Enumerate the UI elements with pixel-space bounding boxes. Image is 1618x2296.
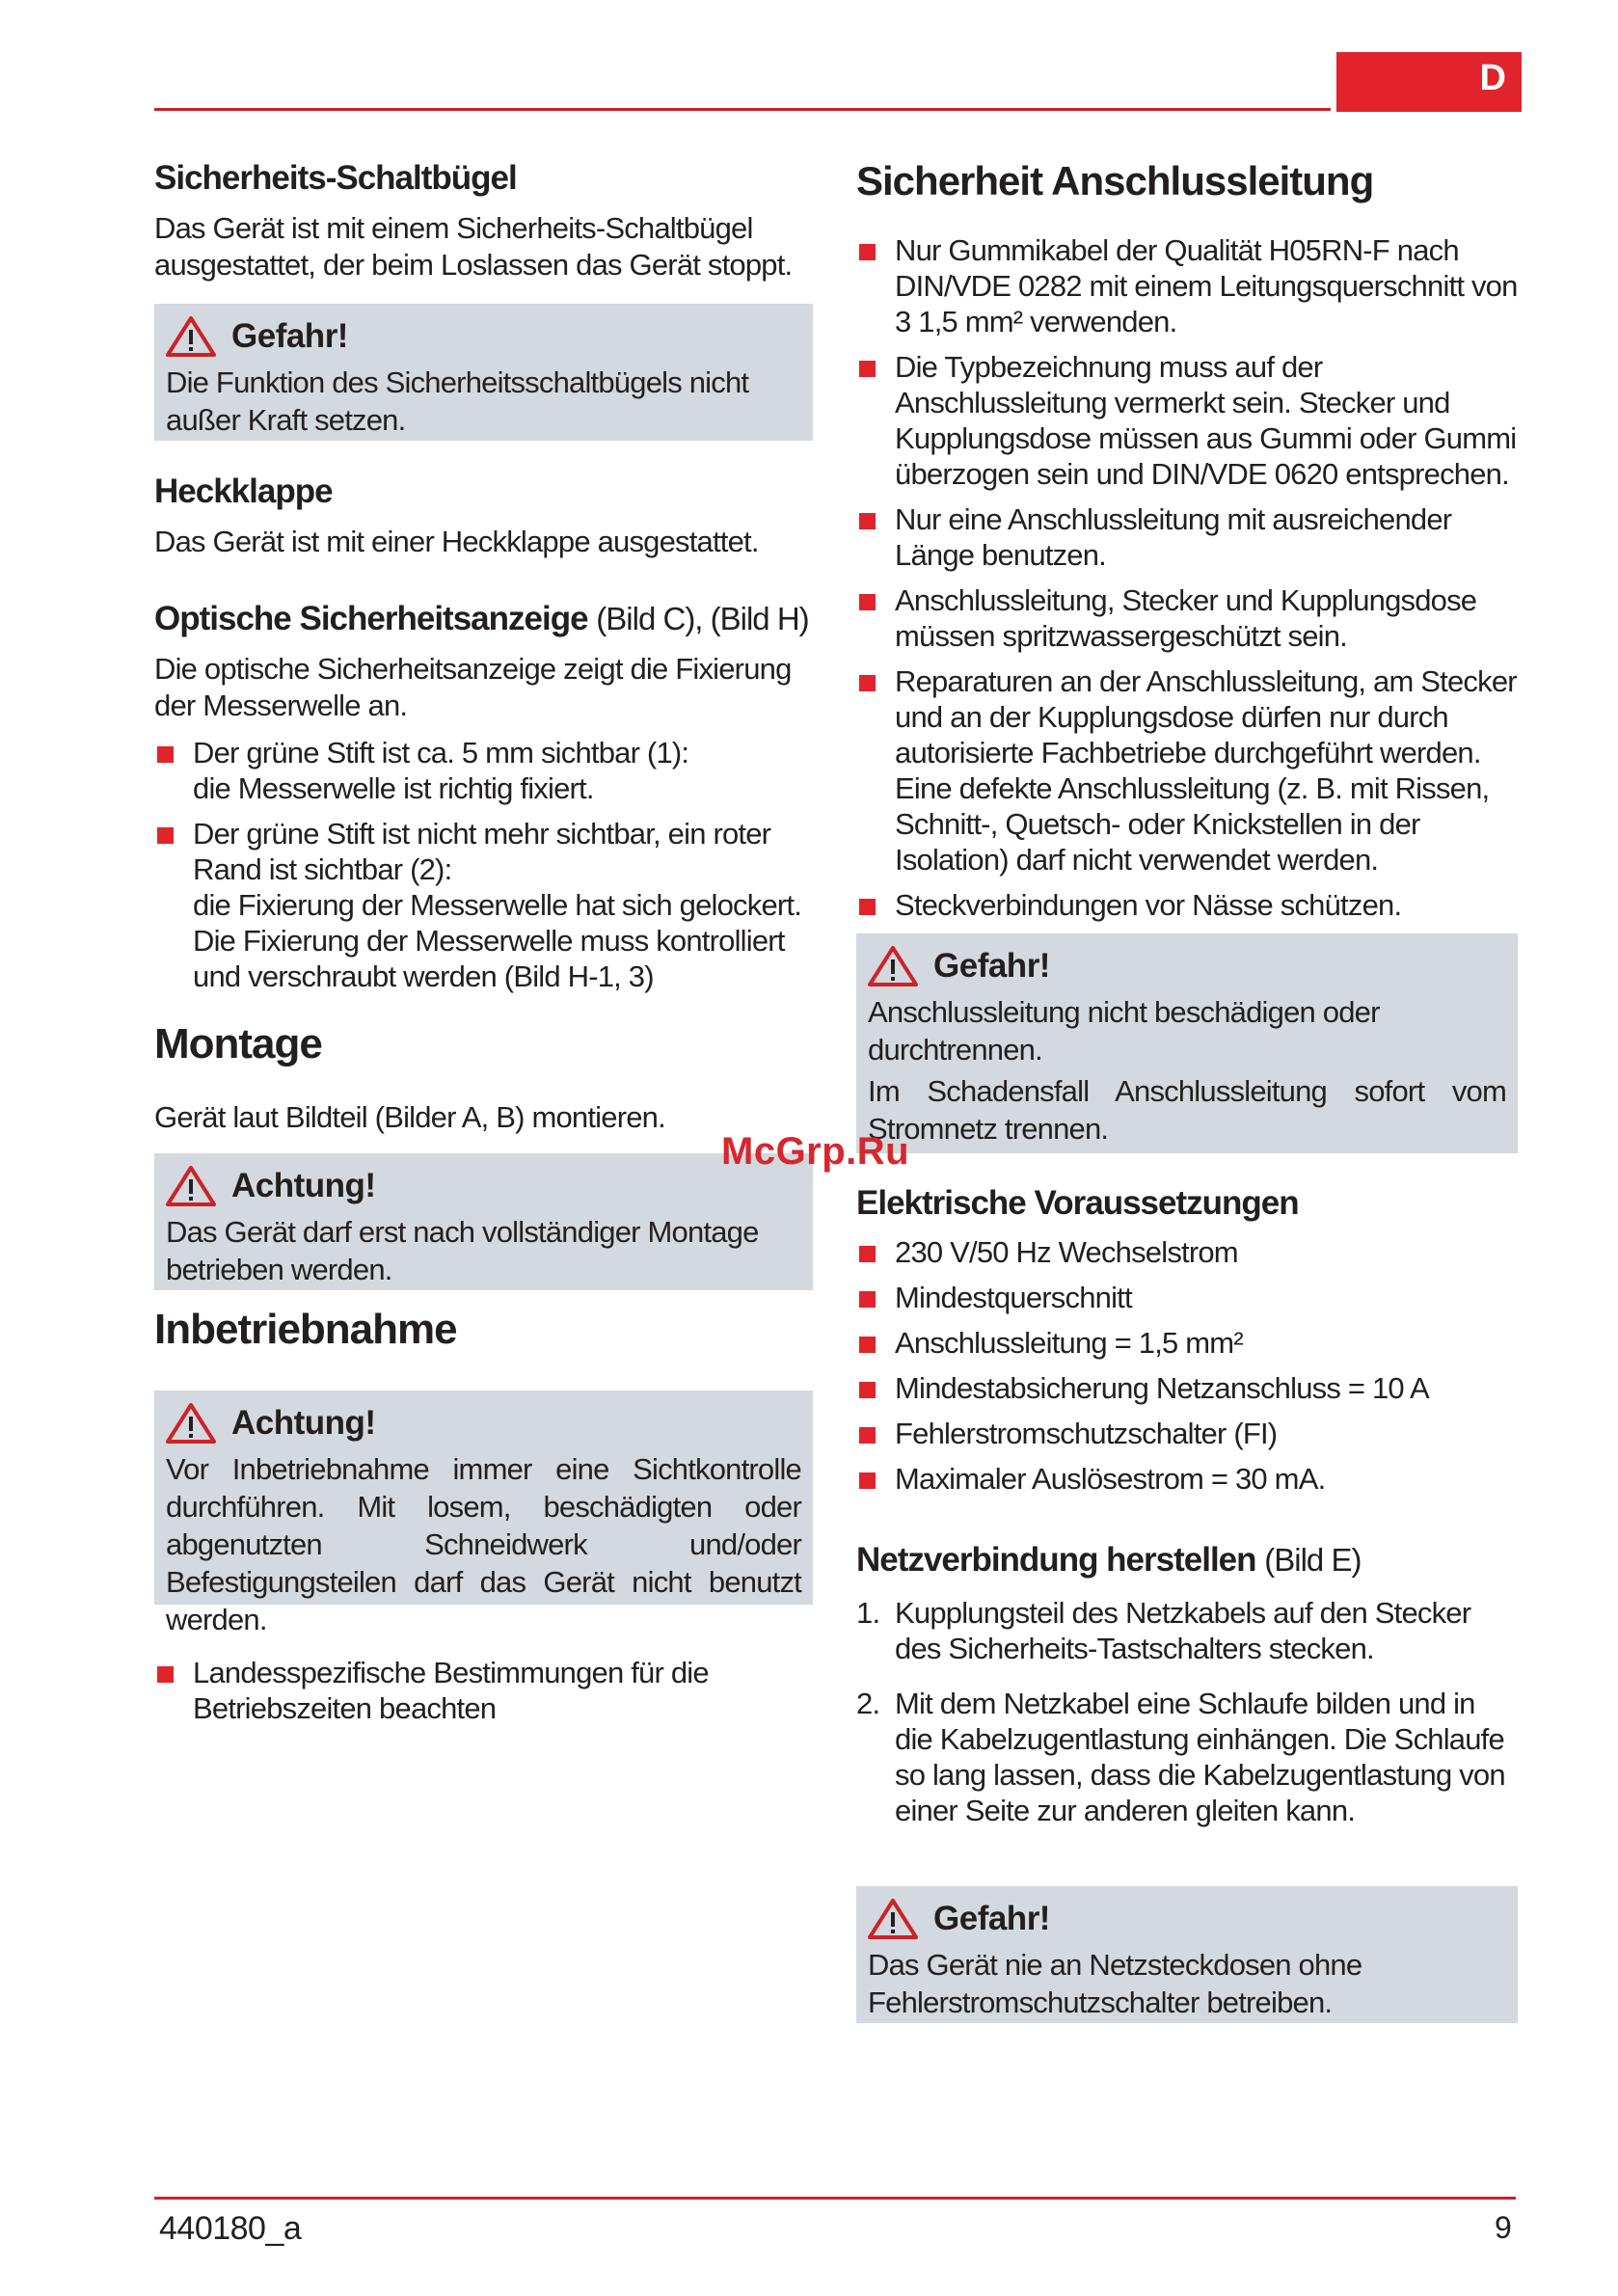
bullet-square-icon [859, 1382, 876, 1398]
bullet-square-icon [859, 244, 876, 260]
warning-box-montage [154, 1153, 813, 1290]
list-item: Mindestquerschnitt [856, 1280, 1518, 1315]
schaltbuegel-text: Das Gerät ist mit einem Sicherheits-Schaltbügel ausgestattet, der beim Loslassen das Gerät stoppt. [154, 211, 793, 282]
bullet-square-icon [859, 594, 876, 610]
warning-text-2: Im Schadensfall Anschlussleitung sofort vom Stromnetz trennen. [868, 1074, 1506, 1146]
list-item: Mindestabsicherung Netzanschluss = 10 A [856, 1370, 1518, 1406]
list-item: 2. Mit dem Netzkabel eine Schlaufe bilden und in die Kabelzugentlastung einhängen. Die Schlaufe so lang lassen, dass die Kabelzugentlastung von einer Seite zur anderen gleiten kann. [856, 1687, 1505, 1827]
warning-box-inbetriebnahme [154, 1391, 813, 1636]
section-title-montage: Montage [154, 1020, 322, 1067]
language-code: D [1479, 58, 1506, 98]
watermark-text: McGrp.Ru [721, 1130, 910, 1173]
montage-text: Gerät laut Bildteil (Bilder A, B) montieren. [154, 1100, 665, 1134]
warning-title: Achtung! [231, 1167, 376, 1204]
list-item: Fehlerstromschutzschalter (FI) [856, 1416, 1518, 1451]
warning-title: Achtung! [231, 1404, 376, 1442]
bullet-square-icon [859, 361, 876, 377]
bullet-square-icon [859, 1427, 876, 1444]
list-item: 1. Kupplungsteil des Netzkabels auf den Stecker des Sicherheits-Tastschalters stecken. [856, 1596, 1471, 1665]
section-title-anschluss: Sicherheit Anschlussleitung [856, 158, 1374, 203]
bullet-square-icon [859, 1291, 876, 1308]
warning-box-anschluss [856, 933, 1518, 1153]
bullet-square-icon [157, 1666, 174, 1683]
section-title-schaltbuegel: Sicherheits-Schaltbügel [154, 159, 517, 197]
section-title-optische [154, 600, 809, 638]
warning-text: Vor Inbetriebnahme immer eine Sichtkontrolle durchführen. Mit losem, beschädigten oder abgenutzten Schneidwerk und/oder Befestigungsteilen darf das Gerät nicht benutzt werden. [166, 1452, 801, 1636]
warning-triangle-icon [166, 1165, 216, 1207]
optische-figure-ref: (Bild C), (Bild H) [596, 601, 809, 636]
bullet-square-icon [859, 513, 876, 529]
optische-bullet-list [154, 735, 813, 1004]
language-tab [1336, 52, 1522, 112]
warning-triangle-icon [868, 1898, 918, 1940]
list-item: Steckverbindungen vor Nässe schützen. [856, 887, 1518, 923]
page-number: 9 [1495, 2210, 1512, 2245]
inbetriebnahme-bullet-list [154, 1655, 813, 1736]
footer-rule [154, 2197, 1516, 2200]
bullet-square-icon [859, 675, 876, 691]
bullet-square-icon [157, 746, 174, 763]
netz-title-text: Netzverbindung herstellen [856, 1541, 1256, 1579]
netz-figure-ref: (Bild E) [1264, 1542, 1362, 1578]
bullet-square-icon [859, 1337, 876, 1353]
bullet-square-icon [859, 899, 876, 915]
list-item: Der grüne Stift ist ca. 5 mm sichtbar (1): die Messerwelle ist richtig fixiert. [154, 735, 813, 806]
warning-box-netz [856, 1886, 1518, 2023]
bullet-square-icon [859, 1246, 876, 1262]
netz-step-list [856, 1595, 1518, 1848]
list-item: Die Typbezeichnung muss auf der Anschlussleitung vermerkt sein. Stecker und Kupplungsdose müssen aus Gummi oder Gummi überzogen sein und DIN/VDE 0620 entsprechen. [856, 349, 1518, 492]
warning-text: Das Gerät darf erst nach vollständiger Montage betrieben werden. [166, 1215, 759, 1286]
header-rule [154, 108, 1331, 111]
list-item: Der grüne Stift ist nicht mehr sichtbar, ein roter Rand ist sichtbar (2): die Fixierung der Messerwelle hat sich gelockert. Die Fixierung der Messerwelle muss kontrolliert und verschraubt werden (Bild H-1, 3) [154, 816, 813, 994]
heckklappe-text: Das Gerät ist mit einer Heckklappe ausgestattet. [154, 525, 759, 558]
bullet-square-icon [157, 827, 174, 844]
list-item: Landesspezifische Bestimmungen für die Betriebszeiten beachten [154, 1655, 813, 1726]
warning-title: Gefahr! [231, 317, 348, 355]
warning-text: Das Gerät nie an Netzsteckdosen ohne Fehlerstromschutzschalter betreiben. [868, 1948, 1362, 2019]
optische-text: Die optische Sicherheitsanzeige zeigt die Fixierung der Messerwelle an. [154, 652, 792, 722]
anschluss-bullet-list [856, 232, 1518, 932]
section-title-netz [856, 1541, 1361, 1580]
document-code: 440180_a [159, 2210, 302, 2247]
section-title-heckklappe: Heckklappe [154, 473, 333, 510]
warning-text-1: Anschlussleitung nicht beschädigen oder durchtrennen. [868, 995, 1380, 1067]
warning-title: Gefahr! [933, 947, 1050, 985]
bullet-square-icon [859, 1472, 876, 1489]
section-title-inbetriebnahme: Inbetriebnahme [154, 1306, 457, 1353]
list-item: Maximaler Auslösestrom = 30 mA. [856, 1461, 1518, 1497]
list-item: Anschlussleitung = 1,5 mm² [856, 1325, 1518, 1361]
list-item: Reparaturen an der Anschlussleitung, am Stecker und an der Kupplungsdose dürfen nur durch autorisierte Fachbetriebe durchgeführt werden. Eine defekte Anschlussleitung (z. B. mit Rissen, Schnitt-, Quetsch- oder Knickstellen in der Isolation) darf nicht verwendet werden. [856, 663, 1518, 878]
list-item: Nur Gummikabel der Qualität H05RN-F nach DIN/VDE 0282 mit einem Leitungsquerschnitt von 3 1,5 mm² verwenden. [856, 232, 1518, 339]
elektrisch-bullet-list [856, 1234, 1518, 1506]
warning-box-schaltbuegel [154, 304, 813, 441]
warning-title: Gefahr! [933, 1900, 1050, 1937]
list-item: Nur eine Anschlussleitung mit ausreichender Länge benutzen. [856, 501, 1518, 573]
warning-text: Die Funktion des Sicherheitsschaltbügels nicht außer Kraft setzen. [166, 365, 749, 437]
list-item: Anschlussleitung, Stecker und Kupplungsdose müssen spritzwassergeschützt sein. [856, 582, 1518, 654]
warning-triangle-icon [166, 1402, 216, 1445]
section-title-elektrisch: Elektrische Voraussetzungen [856, 1184, 1299, 1222]
optische-title-text: Optische Sicherheitsanzeige [154, 600, 588, 637]
warning-triangle-icon [166, 315, 216, 358]
warning-triangle-icon [868, 945, 918, 987]
list-item: 230 V/50 Hz Wechselstrom [856, 1234, 1518, 1270]
